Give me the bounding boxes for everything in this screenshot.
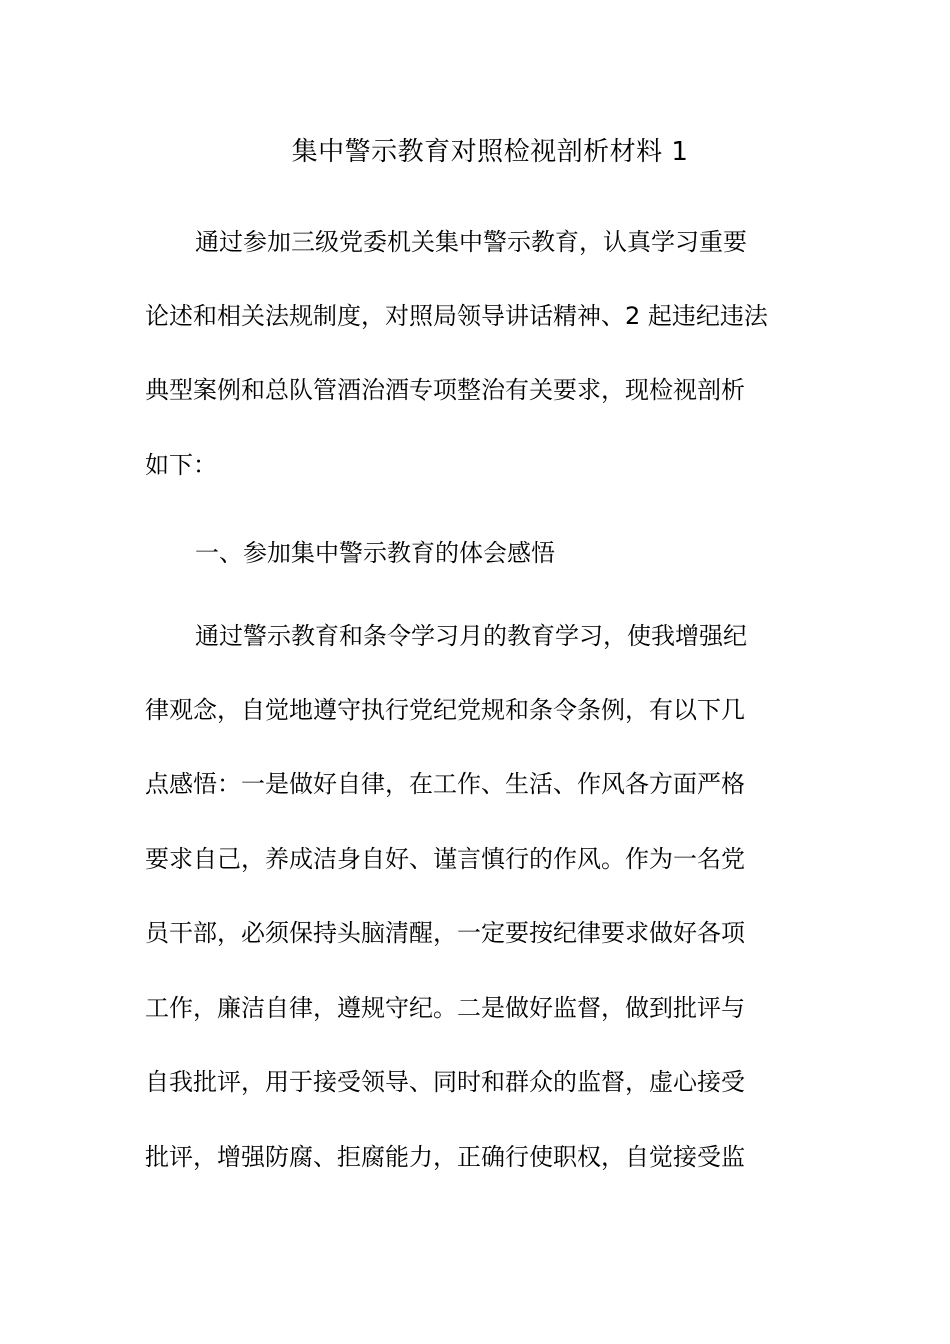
intro-line-2: 论述和相关法规制度，对照局领导讲话精神、2 起违纪违法 — [145, 302, 768, 330]
intro-line-4: 如下： — [145, 451, 217, 479]
paragraph-line-2: 律观念，自觉地遵守执行党纪党规和条令条例，有以下几 — [145, 696, 745, 724]
document-title: 集中警示教育对照检视剖析材料 1 — [291, 137, 689, 167]
paragraph-line-8: 批评，增强防腐、拒腐能力，正确行使职权，自觉接受监 — [145, 1143, 745, 1171]
paragraph-line-6: 工作，廉洁自律，遵规守纪。二是做好监督，做到批评与 — [145, 994, 745, 1022]
intro-line-3: 典型案例和总队管酒治酒专项整治有关要求，现检视剖析 — [145, 376, 745, 404]
paragraph-line-1: 通过警示教育和条令学习月的教育学习，使我增强纪 — [195, 622, 747, 650]
paragraph-line-7: 自我批评，用于接受领导、同时和群众的监督，虚心接受 — [145, 1068, 745, 1096]
paragraph-line-4: 要求自己，养成洁身自好、谨言慎行的作风。作为一名党 — [145, 845, 745, 873]
paragraph-line-3: 点感悟：一是做好自律，在工作、生活、作风各方面严格 — [145, 770, 745, 798]
section-heading: 一、参加集中警示教育的体会感悟 — [195, 539, 555, 567]
paragraph-line-5: 员干部，必须保持头脑清醒，一定要按纪律要求做好各项 — [145, 919, 745, 947]
intro-line-1: 通过参加三级党委机关集中警示教育，认真学习重要 — [195, 228, 747, 256]
